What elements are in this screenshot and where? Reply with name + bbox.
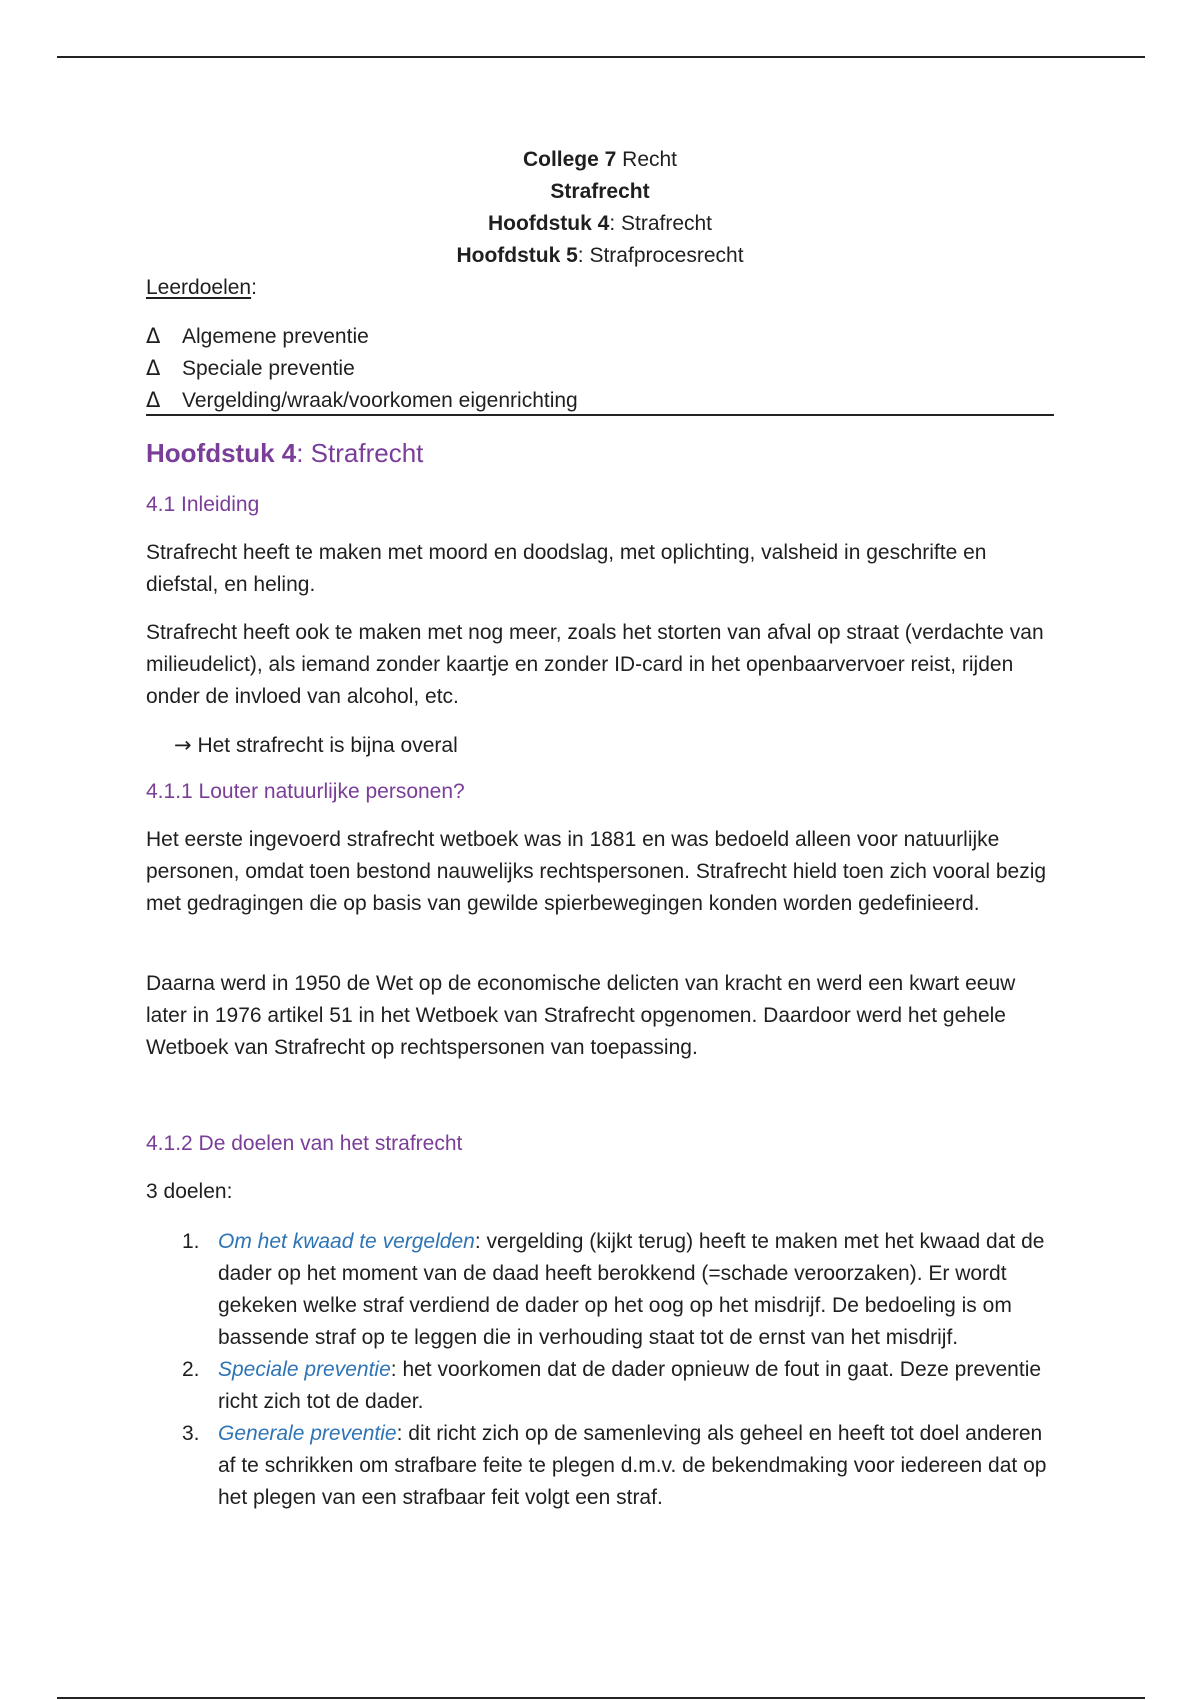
page-top-rule xyxy=(57,56,1145,58)
goal-term: Generale preventie xyxy=(218,1422,397,1445)
learning-goal-item: Δ Speciale preventie xyxy=(146,356,355,380)
paragraph: Strafrecht heeft te maken met moord en doodslag, met oplichting, valsheid in geschrifte en diefstal, en heling. xyxy=(146,541,987,596)
title-line-hoofdstuk-4: Hoofdstuk 4: Strafrecht xyxy=(487,212,713,235)
delta-bullet-icon: Δ xyxy=(146,356,161,380)
goal-term: Om het kwaad te vergelden xyxy=(218,1230,475,1253)
goal-item: 3. Generale preventie: dit richt zich op de samenleving als geheel en heeft tot doel anderen af te schrikken om strafbare feite te plegen d.m.v. de bekendmaking voor iedereen dat op het plegen van een strafbaar feit volgt een straf. xyxy=(182,1422,1047,1509)
delta-bullet-icon: Δ xyxy=(146,388,161,412)
goals-intro: 3 doelen: xyxy=(146,1180,233,1203)
page-bottom-rule xyxy=(57,1697,1145,1699)
learning-goal-item: Δ Vergelding/wraak/voorkomen eigenrichting xyxy=(146,388,578,412)
section-heading-4-1: 4.1 Inleiding xyxy=(146,493,260,516)
section-divider xyxy=(146,414,1054,416)
paragraph: Daarna werd in 1950 de Wet op de economische delicten van kracht en werd een kwart eeuw later in 1976 artikel 51 in het Wetboek van Strafrecht opgenomen. Daardoor werd het gehele Wetboek van Strafrecht op rechtspersonen van toepassing. xyxy=(146,972,1016,1059)
section-heading-4-1-2: 4.1.2 De doelen van het strafrecht xyxy=(146,1132,463,1155)
section-heading-4-1-1: 4.1.1 Louter natuurlijke personen? xyxy=(146,780,465,803)
paragraph: Het eerste ingevoerd strafrecht wetboek was in 1881 en was bedoeld alleen voor natuurlijke personen, omdat toen bestond nauwelijks rechtspersonen. Strafrecht hield toen zich vooral bezig met gedragingen die op basis van gewilde spierbewegingen konden worden gedefinieerd. xyxy=(146,828,1047,915)
title-line-college: College 7 Recht xyxy=(522,148,678,171)
learning-goals-label: Leerdoelen: xyxy=(146,276,257,299)
chapter-heading: Hoofdstuk 4: Strafrecht xyxy=(146,438,424,468)
learning-goal-item: Δ Algemene preventie xyxy=(146,324,369,348)
arrow-right-icon: → xyxy=(174,733,192,757)
delta-bullet-icon: Δ xyxy=(146,324,161,348)
goal-item: 1. Om het kwaad te vergelden: vergelding (kijkt terug) heeft te maken met het kwaad dat de dader op het moment van de daad heeft berokkend (=schade veroorzaken). Er wordt gekeken welke straf verdiend de dader op het oog op het misdrijf. De bedoeling is om bassende straf op te leggen die in verhouding staat tot de ernst van het misdrijf. xyxy=(182,1230,1045,1349)
paragraph: Strafrecht heeft ook te maken met nog meer, zoals het storten van afval op straat (verdachte van milieudelict), als iemand zonder kaartje en zonder ID-card in het openbaarvervoer reist, rijden onder de invloed van alcohol, etc. xyxy=(146,621,1044,708)
arrow-note: → Het strafrecht is bijna overal xyxy=(174,733,458,757)
goal-term: Speciale preventie xyxy=(218,1358,391,1381)
goals-list xyxy=(146,1226,1054,1514)
goal-item: 2. Speciale preventie: het voorkomen dat de dader opnieuw de fout in gaat. Deze preventie richt zich tot de dader. xyxy=(182,1358,1042,1413)
title-line-hoofdstuk-5: Hoofdstuk 5: Strafprocesrecht xyxy=(456,244,744,267)
title-line-strafrecht: Strafrecht xyxy=(550,180,650,203)
